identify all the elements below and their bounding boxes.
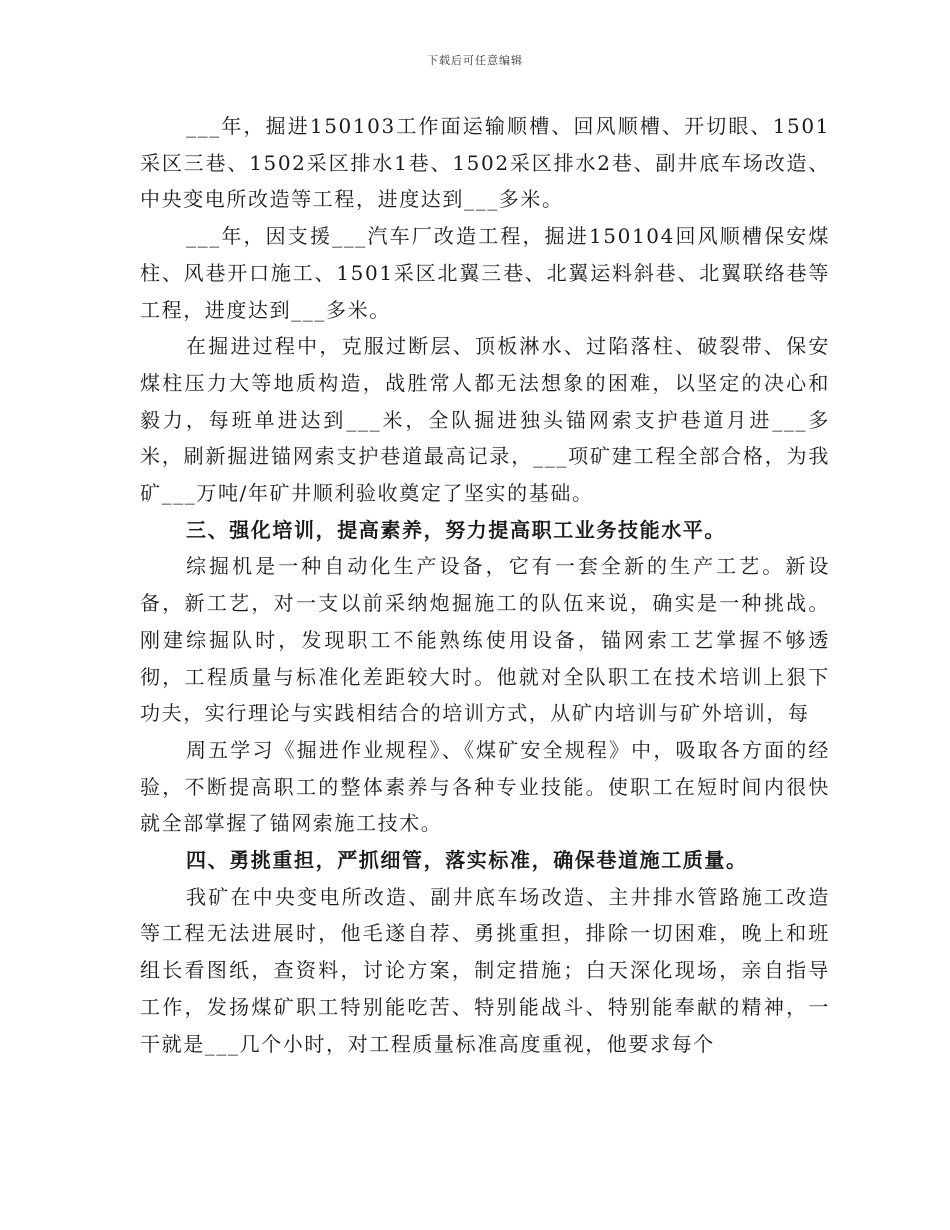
paragraph-3: 在掘进过程中，克服过断层、顶板淋水、过陷落柱、破裂带、保安煤柱压力大等地质构造，战胜常人都无法想象的困难，以坚定的决心和毅力，每班单进达到___米，全队掘进独头锚网索支护巷道月进___多米，刷新掘进锚网索支护巷道最高记录，___项矿建工程全部合格，为我矿___万吨/年矿井顺利验收奠定了坚实的基础。 bbox=[140, 334, 830, 506]
paragraph-1: ___年，掘进150103工作面运输顺槽、回风顺槽、开切眼、1501采区三巷、1502采区排水1巷、1502采区排水2巷、副井底车场改造、中央变电所改造等工程，进度达到___多米。 bbox=[140, 114, 830, 212]
section-heading-4: 四、勇挑重担，严抓细管，落实标准，确保巷道施工质量。 bbox=[186, 848, 748, 873]
paragraph-4: 综掘机是一种自动化生产设备，它有一套全新的生产工艺。新设备，新工艺，对一支以前采纳炮掘施工的队伍来说，确实是一种挑战。刚建综掘队时，发现职工不能熟练使用设备，锚网索工艺掌握不够透彻，工程质量与标准化差距较大时。他就对全队职工在技术培训上狠下功夫，实行理论与实践相结合的培训方式，从矿内培训与矿外培训，每 bbox=[140, 554, 830, 726]
paragraph-5: 周五学习《掘进作业规程》、《煤矿安全规程》中，吸取各方面的经验，不断提高职工的整体素养与各种专业技能。使职工在短时间内很快就全部掌握了锚网索施工技术。 bbox=[140, 737, 830, 836]
section-heading-3: 三、强化培训，提高素养，努力提高职工业务技能水平。 bbox=[186, 517, 726, 542]
paragraph-2: ___年，因支援___汽车厂改造工程，掘进150104回风顺槽保安煤柱、风巷开口施工、1501采区北翼三巷、北翼运料斜巷、北翼联络巷等工程，进度达到___多米。 bbox=[140, 224, 830, 322]
paragraph-6: 我矿在中央变电所改造、副井底车场改造、主井排水管路施工改造等工程无法进展时，他毛遂自荐、勇挑重担，排除一切困难，晚上和班组长看图纸，查资料，讨论方案，制定措施；白天深化现场，亲自指导工作，发扬煤矿职工特别能吃苦、特别能战斗、特别能奉献的精神，一干就是___几个小时，对工程质量标准高度重视，他要求每个 bbox=[140, 884, 830, 1056]
page-header: 下载后可任意编辑 bbox=[427, 54, 523, 67]
document-body bbox=[140, 108, 830, 1062]
